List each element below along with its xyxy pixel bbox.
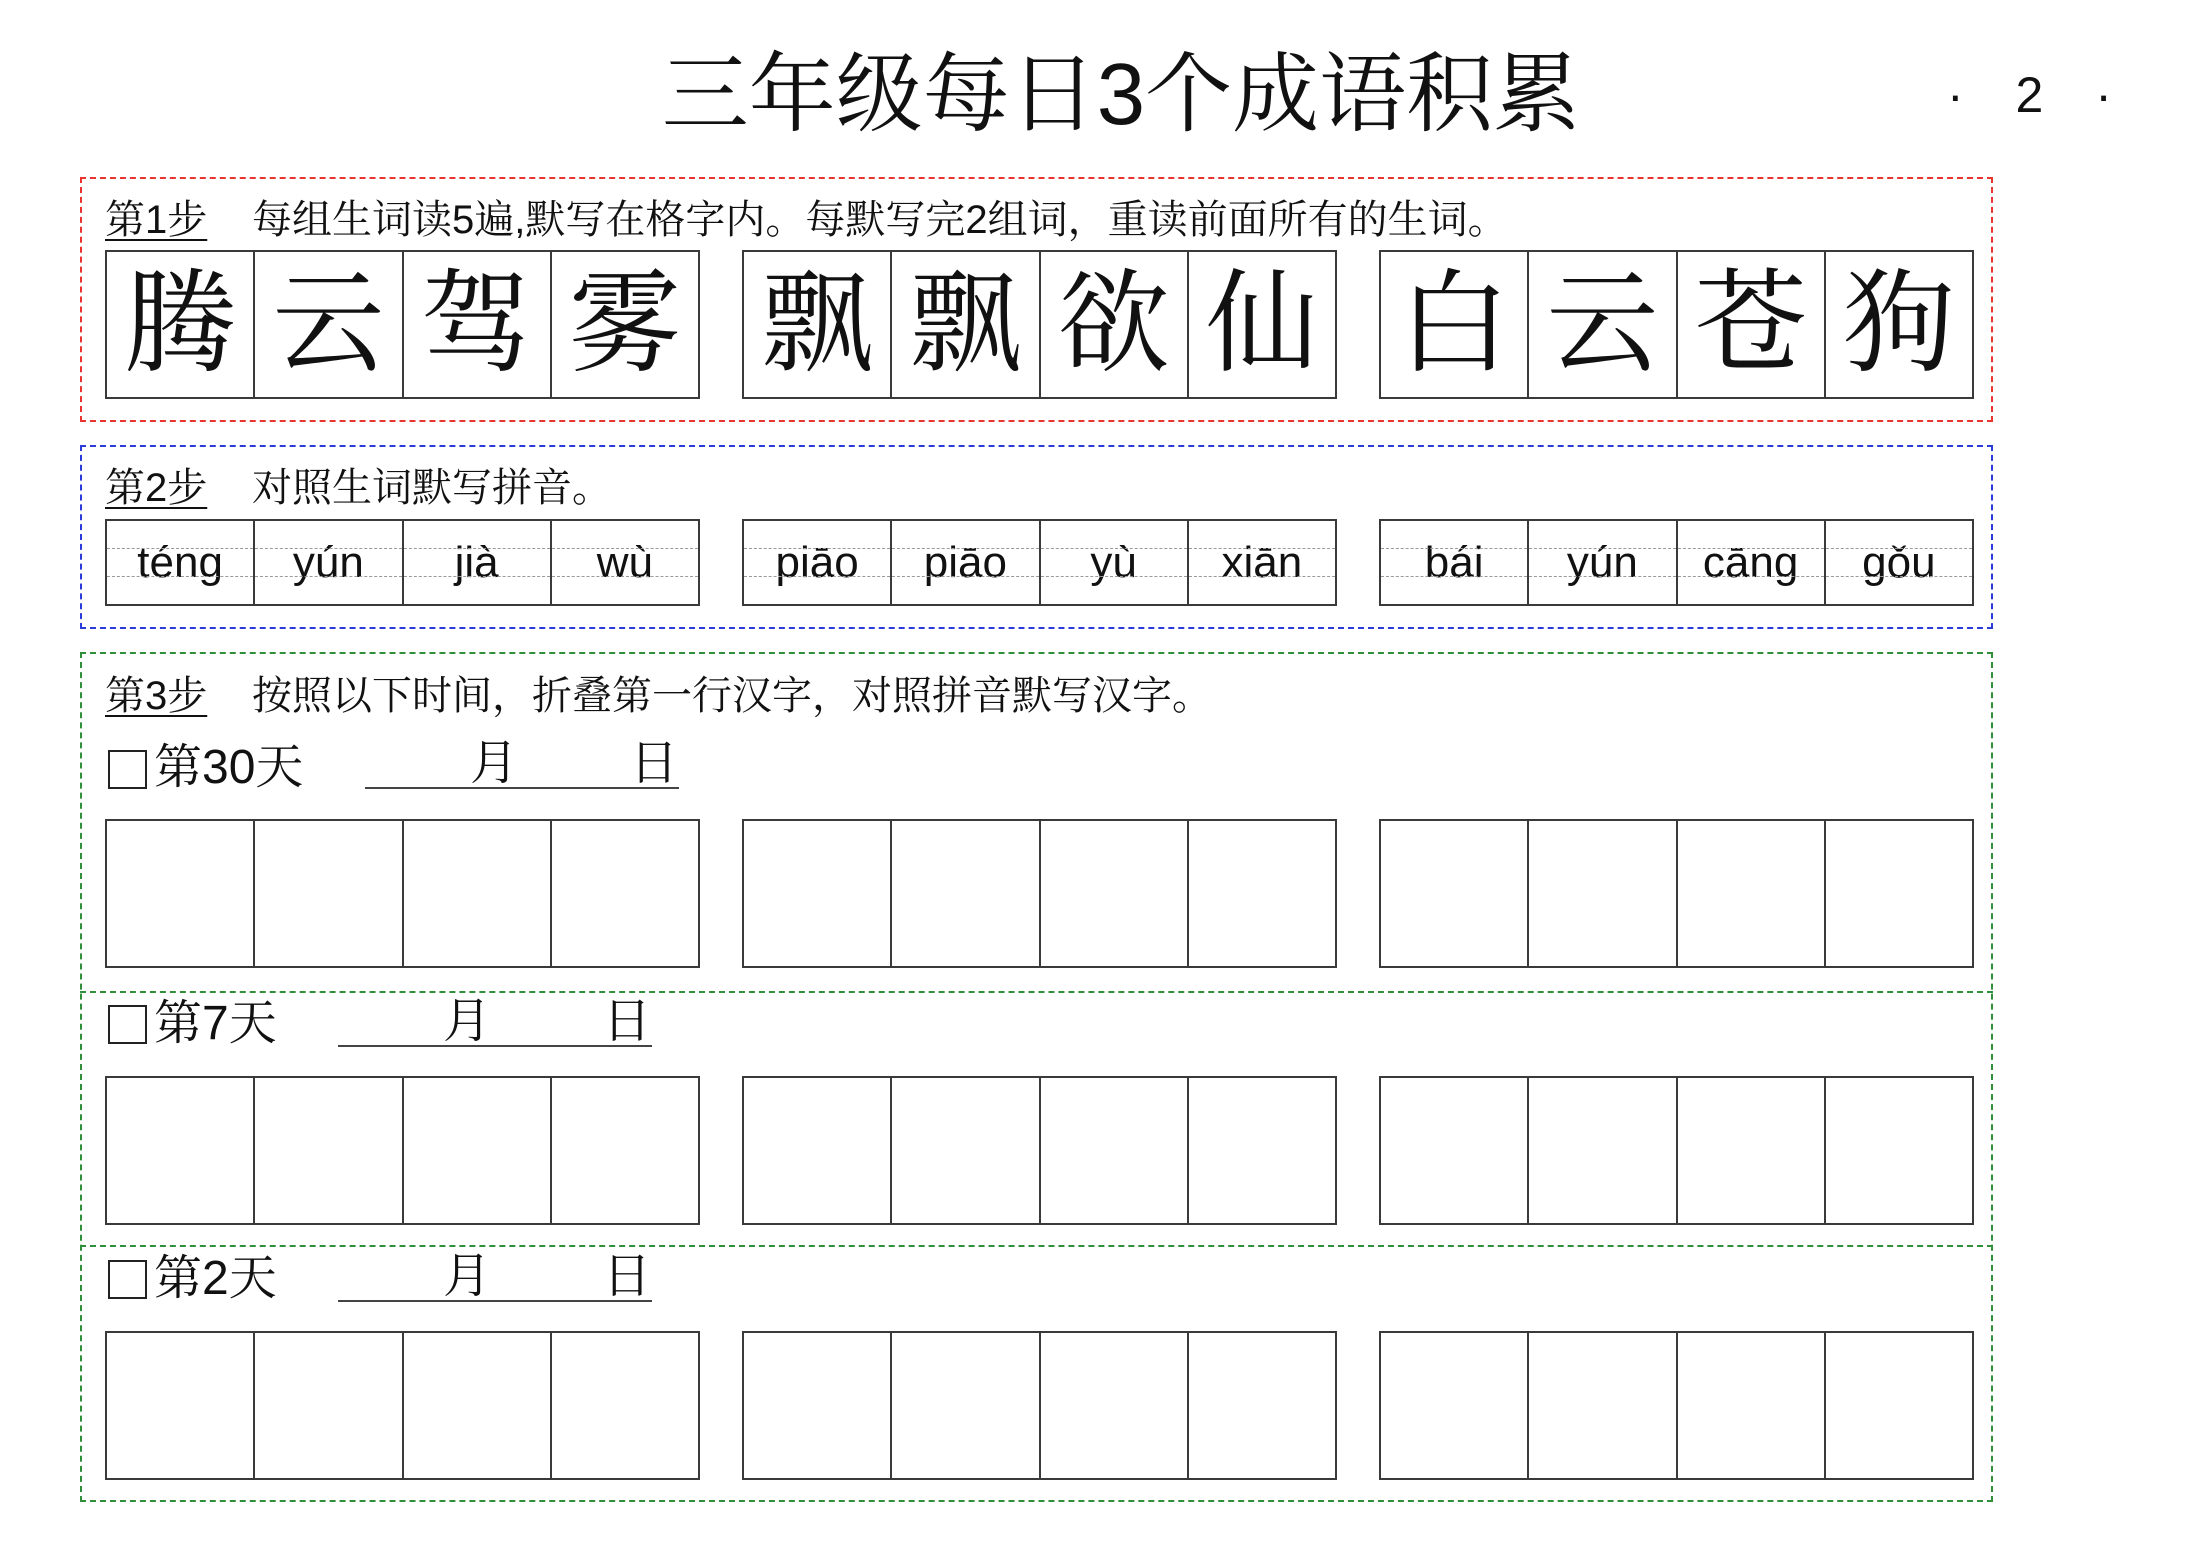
pinyin-cell: gǒu xyxy=(1824,521,1972,604)
month-label: 月 xyxy=(443,995,492,1048)
character-cell: 狗 xyxy=(1824,252,1972,397)
step1-instruction: 每组生词读5遍,默写在格字内。每默写完2组词，重读前面所有的生词。 xyxy=(252,198,1508,242)
pinyin-cell: wù xyxy=(550,521,698,604)
session-checkbox[interactable] xyxy=(108,750,147,789)
writing-cell xyxy=(107,1078,253,1223)
character-cell: 驾 xyxy=(402,252,550,397)
session-divider xyxy=(80,1245,1993,1247)
pinyin-group xyxy=(742,519,1337,606)
month-label: 月 xyxy=(470,737,519,790)
writing-cell xyxy=(1039,1333,1187,1478)
session-checkbox[interactable] xyxy=(108,1005,147,1044)
character-cell: 白 xyxy=(1398,259,1511,389)
step3-label: 第3步 xyxy=(105,674,208,718)
pinyin-cell: yún xyxy=(1527,521,1675,604)
pinyin-cell: bái xyxy=(1381,521,1527,604)
writing-group xyxy=(1379,1076,1974,1225)
writing-cell xyxy=(744,1333,890,1478)
step2-instruction: 对照生词默写拼音。 xyxy=(252,466,612,510)
pinyin-group xyxy=(1379,519,1974,606)
writing-row xyxy=(105,1076,1974,1225)
session-day-label: 第2天 xyxy=(154,1252,277,1305)
page-number: · 2 · xyxy=(1947,67,2112,123)
writing-cell xyxy=(1187,1333,1335,1478)
writing-cell xyxy=(1039,821,1187,966)
writing-cell xyxy=(1187,1078,1335,1223)
month-label: 月 xyxy=(443,1250,492,1303)
writing-cell xyxy=(253,1333,401,1478)
step1-label: 第1步 xyxy=(105,198,208,242)
writing-cell xyxy=(1527,1078,1675,1223)
writing-cell xyxy=(1527,821,1675,966)
writing-cell xyxy=(1381,1333,1527,1478)
session-day-label: 第7天 xyxy=(154,997,277,1050)
day-of-month-label: 日 xyxy=(603,995,652,1048)
writing-cell xyxy=(1824,1333,1972,1478)
writing-cell xyxy=(890,821,1038,966)
page-title: 三年级每日3个成语积累 xyxy=(661,46,1581,143)
writing-cell xyxy=(402,821,550,966)
pinyin-cell: piāo xyxy=(744,521,890,604)
writing-group xyxy=(1379,819,1974,968)
idiom-group xyxy=(105,250,700,399)
writing-cell xyxy=(890,1078,1038,1223)
character-cell: 仙 xyxy=(1187,252,1335,397)
writing-cell xyxy=(253,821,401,966)
character-cell: 云 xyxy=(253,252,401,397)
writing-cell xyxy=(107,1333,253,1478)
writing-row xyxy=(105,1331,1974,1480)
writing-cell xyxy=(550,821,698,966)
character-cell: 飘 xyxy=(890,252,1038,397)
writing-group xyxy=(742,819,1337,968)
writing-group xyxy=(742,1076,1337,1225)
character-cell: 雾 xyxy=(550,252,698,397)
writing-cell xyxy=(550,1078,698,1223)
writing-cell xyxy=(402,1078,550,1223)
writing-cell xyxy=(1187,821,1335,966)
writing-cell xyxy=(402,1333,550,1478)
session-divider xyxy=(80,991,1993,993)
writing-cell xyxy=(1824,1078,1972,1223)
pinyin-row xyxy=(105,519,1974,606)
writing-cell xyxy=(1824,821,1972,966)
character-cell: 苍 xyxy=(1676,252,1824,397)
writing-cell xyxy=(1676,1078,1824,1223)
idiom-character-row xyxy=(105,250,1974,399)
step2-label: 第2步 xyxy=(105,466,208,510)
writing-group xyxy=(105,1076,700,1225)
writing-cell xyxy=(550,1333,698,1478)
pinyin-cell: piāo xyxy=(890,521,1038,604)
pinyin-cell: yún xyxy=(253,521,401,604)
writing-cell xyxy=(107,821,253,966)
session-checkbox[interactable] xyxy=(108,1260,147,1299)
idiom-group xyxy=(742,250,1337,399)
writing-cell xyxy=(253,1078,401,1223)
pinyin-cell: yù xyxy=(1039,521,1187,604)
pinyin-cell: cāng xyxy=(1676,521,1824,604)
writing-cell xyxy=(1676,821,1824,966)
pinyin-cell: téng xyxy=(107,521,253,604)
writing-cell xyxy=(1381,821,1527,966)
pinyin-cell: xiān xyxy=(1187,521,1335,604)
writing-cell xyxy=(1527,1333,1675,1478)
writing-cell xyxy=(1676,1333,1824,1478)
writing-group xyxy=(105,819,700,968)
character-cell: 欲 xyxy=(1039,252,1187,397)
idiom-group xyxy=(1379,250,1974,399)
writing-cell xyxy=(1039,1078,1187,1223)
character-cell: 飘 xyxy=(761,259,874,389)
character-cell: 云 xyxy=(1527,252,1675,397)
writing-cell xyxy=(744,1078,890,1223)
day-of-month-label: 日 xyxy=(630,737,679,790)
day-of-month-label: 日 xyxy=(603,1250,652,1303)
writing-cell xyxy=(744,821,890,966)
writing-group xyxy=(742,1331,1337,1480)
character-cell: 腾 xyxy=(124,259,237,389)
writing-group xyxy=(1379,1331,1974,1480)
pinyin-group xyxy=(105,519,700,606)
step3-instruction: 按照以下时间，折叠第一行汉字，对照拼音默写汉字。 xyxy=(252,674,1212,718)
writing-group xyxy=(105,1331,700,1480)
pinyin-cell: jià xyxy=(402,521,550,604)
writing-row xyxy=(105,819,1974,968)
writing-cell xyxy=(890,1333,1038,1478)
session-day-label: 第30天 xyxy=(154,741,304,794)
writing-cell xyxy=(1381,1078,1527,1223)
